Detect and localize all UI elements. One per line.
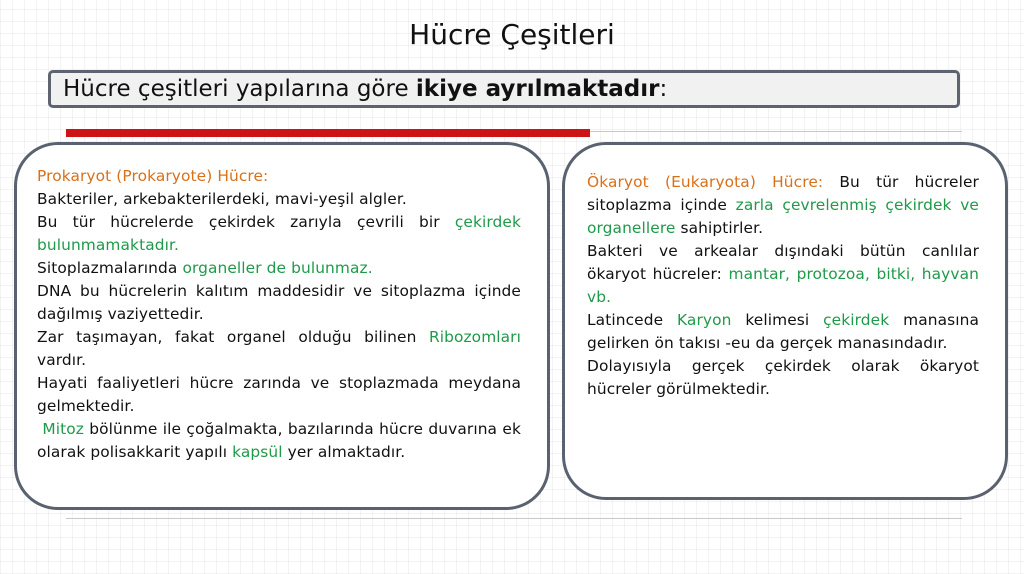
- okaryot-card: [562, 142, 1008, 500]
- okaryot-line: Latincede Karyon kelimesi çekirdek manasına gelirken ön takısı -eu da gerçek manasındadır.: [587, 311, 979, 352]
- prokaryot-line: Mitoz bölünme ile çoğalmakta, bazılarında hücre duvarına ek olarak polisakkarit yapılı kapsül yer almaktadır.: [37, 420, 522, 461]
- prokaryot-line: Bakteriler, arkebakterilerdeki, mavi-yeşil algler.: [37, 190, 407, 208]
- okaryot-line: Dolayısıyla gerçek çekirdek olarak ökaryot hücreler görülmektedir.: [587, 357, 979, 398]
- prokaryot-line: Bu tür hücrelerde çekirdek zarıyla çevrili bir çekirdek bulunmamaktadır.: [37, 213, 521, 254]
- subtitle-box: [48, 70, 960, 108]
- subtitle-bold: ikiye ayrılmaktadır: [415, 76, 660, 102]
- prokaryot-line: Zar taşımayan, fakat organel olduğu bilinen Ribozomları vardır.: [37, 328, 521, 369]
- okaryot-heading: Ökaryot (Eukaryota) Hücre:: [587, 173, 824, 191]
- prokaryot-card: [14, 142, 550, 510]
- slide-title: Hücre Çeşitleri: [409, 18, 615, 51]
- prokaryot-line: Hayati faaliyetleri hücre zarında ve stoplazmada meydana gelmektedir.: [37, 374, 521, 415]
- bottom-divider-line: [66, 518, 962, 519]
- subtitle-text: Hücre çeşitleri yapılarına göre: [63, 76, 416, 102]
- prokaryot-line: DNA bu hücrelerin kalıtım maddesidir ve sitoplazma içinde dağılmış vaziyettedir.: [37, 282, 521, 323]
- okaryot-line: Bakteri ve arkealar dışındaki bütün canlılar ökaryot hücreler: mantar, protozoa, bitki, hayvan vb.: [587, 242, 979, 306]
- subtitle-colon: :: [659, 76, 668, 102]
- prokaryot-heading: Prokaryot (Prokaryote) Hücre:: [37, 167, 269, 185]
- accent-bar: [66, 129, 590, 137]
- okaryot-line: Ökaryot (Eukaryota) Hücre: Bu tür hücreler sitoplazma içinde zarla çevrelenmiş çekirdek ve organellere sahiptirler.: [587, 173, 979, 237]
- prokaryot-line: Sitoplazmalarında organeller de bulunmaz.: [37, 259, 373, 277]
